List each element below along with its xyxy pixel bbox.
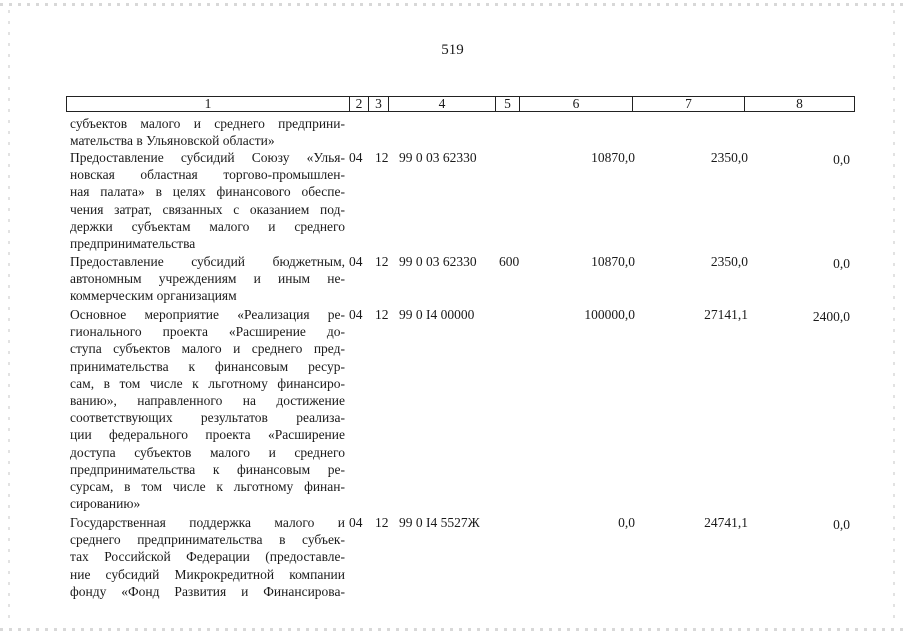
row-description-line: Предоставление субсидий Союзу «Улья-	[70, 150, 345, 165]
row-amount-col8: 0,0	[833, 256, 850, 271]
row-description-line: новская областная торгово-промышлен-	[70, 167, 345, 183]
row-description-line: предпринимательства	[70, 236, 196, 251]
row-amount-col6: 10870,0	[591, 254, 635, 269]
row-section-code: 04	[349, 515, 363, 530]
row-subsection-code: 12	[375, 254, 389, 269]
row-section-code: 04	[349, 307, 363, 322]
header-col-4: 4	[388, 96, 495, 112]
row-description-line: фонду «Фонд Развития и Финансирова-	[70, 583, 345, 599]
row-description-line: соответствующих результатов реализа-	[70, 410, 345, 426]
scan-left-edge	[8, 10, 10, 626]
row-description-line: сурсам, в том числе к льготному финан-	[70, 479, 345, 494]
row-target-article: 99 0 03 62330	[399, 150, 477, 165]
row-amount-col6: 100000,0	[584, 307, 635, 322]
row-amount-col8: 0,0	[833, 517, 850, 532]
row-subsection-code: 12	[375, 150, 389, 165]
row-target-article: 99 0 I4 5527Ж	[399, 515, 480, 530]
row-description-line: предпринимательства к финансовым ре-	[70, 461, 345, 477]
row-description-line: коммерческим организациям	[70, 288, 237, 304]
row-description-line: ции федерального проекта «Расширение	[70, 427, 345, 443]
page-number: 519	[441, 42, 464, 58]
row-subsection-code: 12	[375, 515, 389, 530]
row-description-line: ванию», направленного на достижение	[70, 393, 345, 408]
header-col-3: 3	[368, 96, 388, 112]
row-target-article: 99 0 I4 00000	[399, 307, 475, 322]
row-description-line: сам, в том числе к льготному финансиро-	[70, 375, 345, 391]
row-description-line: Основное мероприятие «Реализация ре-	[70, 307, 345, 322]
header-col-6: 6	[519, 96, 632, 112]
row-section-code: 04	[349, 254, 363, 269]
row-amount-col6: 10870,0	[591, 150, 635, 165]
row-description-line: доступа субъектов малого и среднего	[70, 444, 345, 460]
row-description-line: среднего предпринимательства в субъек-	[70, 532, 345, 548]
row-section-code: 04	[349, 150, 363, 165]
row-amount-col8: 0,0	[833, 152, 850, 167]
row-description-line: Государственная поддержка малого и	[70, 515, 345, 530]
row-description-line: ная палата» в целях финансового обеспе-	[70, 184, 345, 200]
header-col-8: 8	[744, 96, 855, 112]
header-col-2: 2	[349, 96, 368, 112]
header-col-5: 5	[495, 96, 519, 112]
row-description-line: сированию»	[70, 496, 141, 512]
row-subsection-code: 12	[375, 307, 389, 322]
row-description-line: Предоставление субсидий бюджетным,	[70, 254, 345, 269]
scan-bottom-edge	[0, 628, 905, 631]
row-amount-col7: 2350,0	[710, 150, 748, 165]
row-amount-col8: 2400,0	[812, 309, 850, 324]
header-col-1: 1	[66, 96, 349, 112]
row-description-line: чения затрат, связанных с оказанием под-	[70, 201, 345, 217]
row-description-line: мательства в Ульяновской области»	[70, 133, 275, 149]
row-description-line: тах Российской Федерации (предоставле-	[70, 549, 345, 565]
row-description-line: держки субъектам малого и среднего	[70, 218, 345, 234]
row-amount-col7: 24741,1	[704, 515, 748, 530]
row-amount-col7: 2350,0	[710, 254, 748, 269]
scan-top-edge	[0, 3, 905, 6]
row-description-line: гионального проекта «Расширение до-	[70, 324, 345, 340]
row-description-line: субъектов малого и среднего предприни-	[70, 116, 345, 131]
row-description-line: ступа субъектов малого и среднего пред-	[70, 341, 345, 357]
row-description-line: принимательства к финансовым ресур-	[70, 358, 345, 374]
header-col-7: 7	[632, 96, 744, 112]
table-header	[66, 96, 855, 112]
row-amount-col6: 0,0	[618, 515, 635, 530]
scan-right-edge	[893, 10, 895, 626]
row-description-line: ние субсидий Микрокредитной компании	[70, 566, 345, 582]
row-target-article: 99 0 03 62330	[399, 254, 477, 269]
row-description-line: автономным учреждениям и иным не-	[70, 271, 345, 287]
row-amount-col7: 27141,1	[704, 307, 748, 322]
row-expense-type: 600	[499, 254, 520, 269]
